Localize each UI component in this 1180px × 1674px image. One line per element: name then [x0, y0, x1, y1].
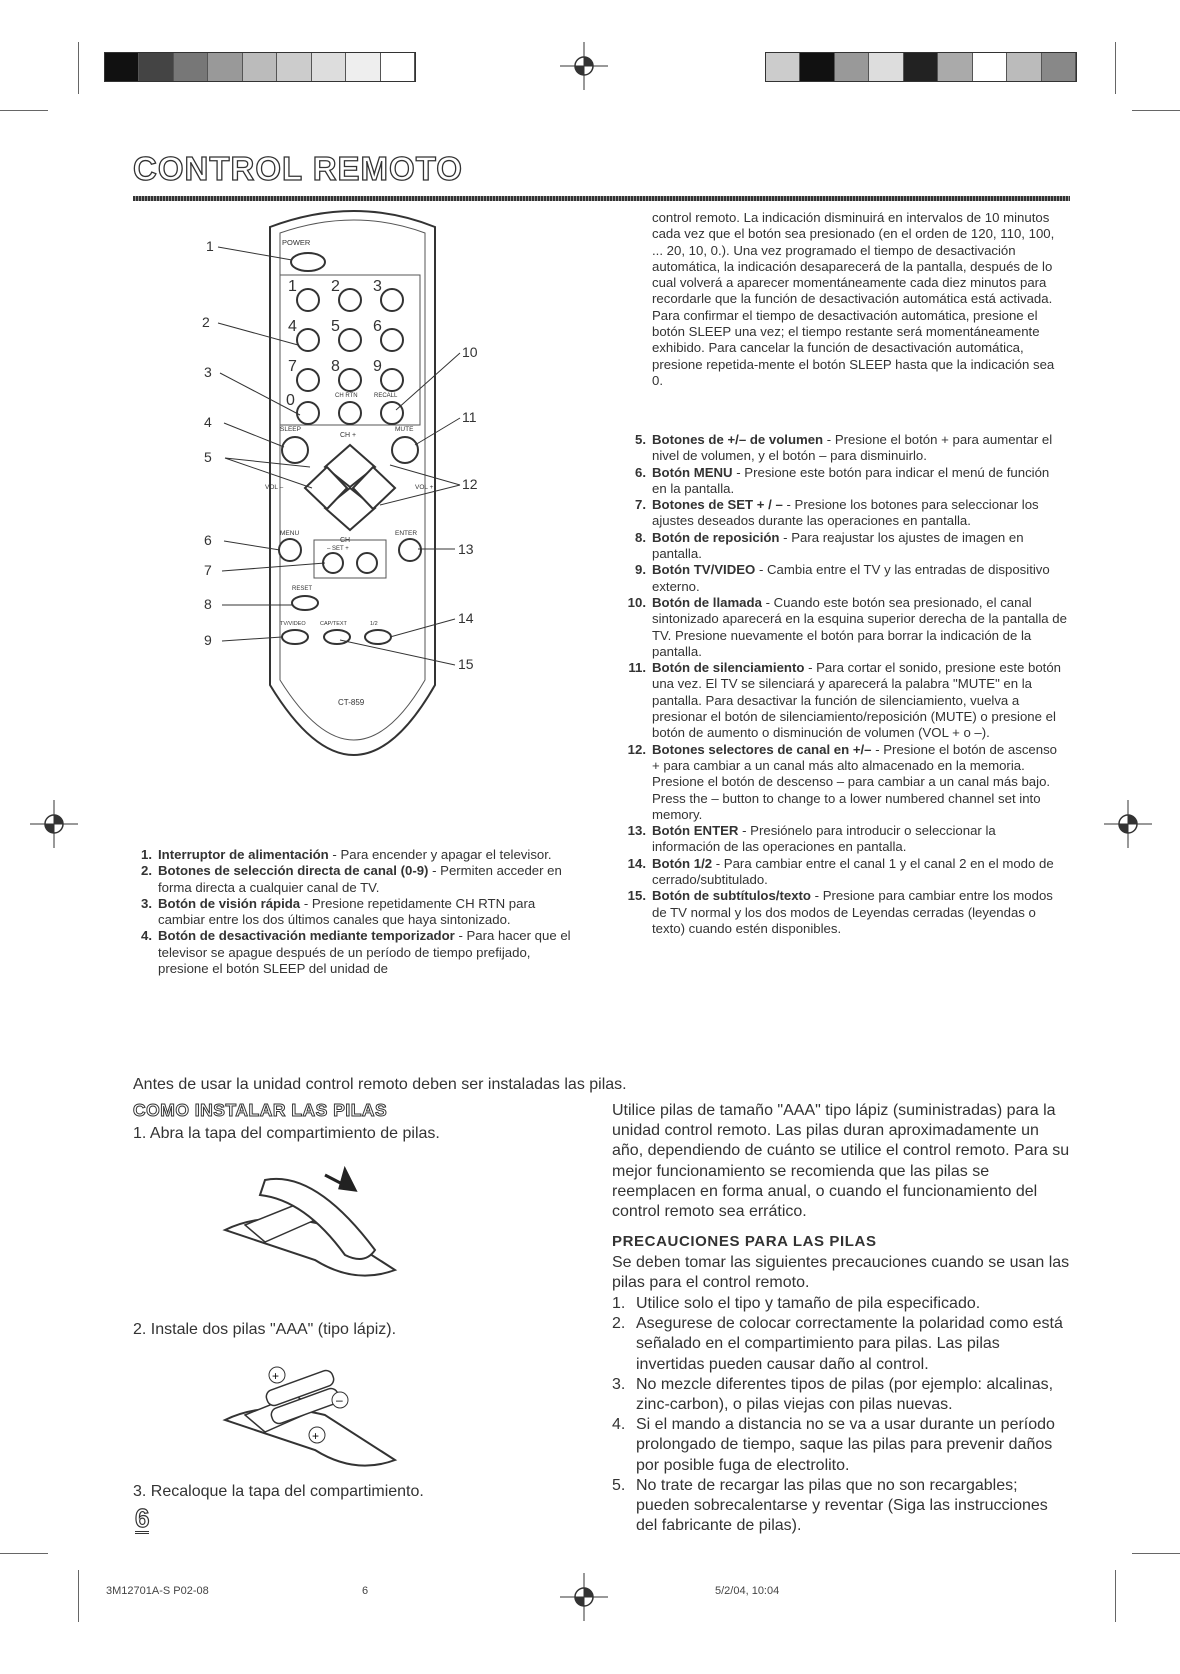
list-item: 14. Botón 1/2 - Para cambiar entre el canal 1 y el canal 2 en el modo de cerrado/subtitulado. [627, 855, 1054, 888]
precautions-intro: Se deben tomar las siguientes precauciones cuando se usan las pilas para el control remoto. [612, 1254, 1070, 1292]
digit-label: 9 [373, 358, 382, 375]
open-cover-illustration [205, 1150, 405, 1280]
callout-number: 11 [462, 409, 477, 425]
model-label: CT-859 [338, 698, 365, 707]
list-item: 1. Interruptor de alimentación - Para encender y apagar el televisor. [141, 847, 552, 862]
precautions-heading: PRECAUCIONES PARA LAS PILAS [612, 1233, 877, 1250]
ch-plus-label: CH + [340, 432, 357, 439]
menu-label: MENU [280, 530, 300, 537]
insert-batteries-illustration [205, 1340, 405, 1470]
vol-minus-label: VOL – [265, 484, 284, 491]
precautions-list [612, 1294, 1072, 1536]
list-item: 11. Botón de silenciamiento - Para cortar el sonido, presione este botón una vez. El TV se silenciará y aparecerá la palabra "MUTE" en la pantalla. Para desactivar la función de silenciamiento, vuelva a presionar el botón de silenciamiento/reposición (MUTE) o presione el botón de aumento o disminución de volumen (VOL + o –). [628, 660, 1061, 741]
list-item: 2. Asegurese de colocar correctamente la polaridad como está señalado en el compartimiento para pilas. Las pilas invertidas pueden causar daño al control. [612, 1315, 1063, 1373]
crop-mark [0, 1553, 48, 1554]
battery-step-2: 2. Instale dos pilas "AAA" (tipo lápiz). [133, 1321, 397, 1338]
battery-step-1: 1. Abra la tapa del compartimiento de pilas. [133, 1125, 440, 1142]
list-item: 3. No mezcle diferentes tipos de pilas (por ejemplo: alcalinas, zinc-carbon), o pilas viejas con pilas nuevas. [612, 1375, 1054, 1414]
digit-label: 4 [288, 318, 297, 335]
crop-mark [1132, 110, 1180, 111]
title-rule [133, 196, 1070, 201]
remote-control-illustration [200, 205, 520, 805]
ch-rtn-label: CH RTN [335, 393, 358, 399]
svg-text:+: + [312, 1429, 320, 1443]
digit-label: 2 [331, 278, 340, 295]
mute-label: MUTE [395, 426, 414, 433]
digit-label: 0 [286, 392, 295, 409]
svg-text:+: + [272, 1369, 280, 1383]
ch-minus-label: CH – [340, 537, 356, 544]
callout-number: 13 [458, 541, 474, 557]
page-title: CONTROL REMOTO [133, 150, 463, 187]
enter-label: ENTER [395, 530, 418, 537]
callout-number: 8 [204, 596, 212, 612]
callout-number: 3 [204, 364, 212, 380]
set-label: – SET + [327, 546, 349, 552]
list-item: 9. Botón TV/VIDEO - Cambia entre el TV y las entradas de dispositivo externo. [635, 562, 1050, 594]
registration-target-icon [560, 1573, 608, 1621]
vol-plus-label: VOL + [415, 484, 434, 491]
callout-number: 6 [204, 532, 212, 548]
battery-step-3: 3. Recaloque la tapa del compartimiento. [133, 1483, 424, 1500]
crop-mark [1115, 42, 1116, 94]
callout-number: 1 [206, 238, 214, 254]
list-item: 5. No trate de recargar las pilas que no son recargables; pueden sobrecalentarse y reventar (Siga las instrucciones del fabricante de pilas). [612, 1476, 1048, 1535]
sleep-label: SLEEP [280, 426, 301, 433]
battery-usage-text: Utilice pilas de tamaño "AAA" tipo lápiz (suministradas) para la unidad control remoto. Las pilas duran aproximadamente un año, dependiendo de cuánto se utilice el control remoto. Para su mejor funcionamiento se recomienda que las pilas se reemplacen en forma anual, o cuando el funcionamiento del control remoto sea errático. [612, 1102, 1070, 1221]
svg-text:–: – [336, 1393, 343, 1407]
sleep-continuation-text: control remoto. La indicación disminuirá en intervalos de 10 minutos cada vez que el botón sea presionado (en el orden de 120, 110, 100, ... 20, 10, 0.). Una vez programado el tiempo de desactivación automática, la indicación desaparecerá de la pantalla, después de lo cual volverá a aparecer momentáneamente cada diez minutos para recordarle que la función de desactivación automática está activada. Para confirmar el tiempo de desactivación automática, presione el botón SLEEP una vez; el tiempo restante será momentáneamente exhibido. Para cancelar la función de desactivación automática, presione repetida-mente el botón SLEEP hasta que la indicación sea 0. [652, 210, 1055, 388]
callout-number: 15 [458, 656, 474, 672]
callout-number: 2 [202, 314, 210, 330]
grayscale-bar-left [104, 52, 416, 82]
list-item: 4. Si el mando a distancia no se va a usar durante un período prolongado de tiempo, saque las pilas para prevenir daños por posible fuga de electrolito. [612, 1416, 1055, 1474]
button-descriptions-left [128, 847, 580, 977]
registration-target-icon [560, 42, 608, 90]
list-item: 10. Botón de llamada - Cuando este botón sea presionado, el canal sintonizado aparecerá en la esquina superior derecha de la pantalla de TV. Presione nuevamente el botón para borrar la indicación de la pantalla. [627, 594, 1067, 659]
cap-text-label: CAP/TEXT [320, 621, 347, 627]
digit-label: 1 [288, 278, 297, 295]
digit-label: 3 [373, 278, 382, 295]
registration-target-icon [30, 800, 78, 848]
callout-number: 10 [462, 344, 478, 360]
digit-label: 8 [331, 358, 340, 375]
callout-number: 12 [462, 476, 478, 492]
list-item: 12. Botones selectores de canal en +/– - Presione el botón de ascenso + para cambiar a un canal más alto almacenado en la memoria. Presione el botón de descenso – para cambiar a un canal más bajo. Press the – button to change to a lower numbered channel set into memory. [627, 741, 1058, 822]
tv-video-label: TV/VIDEO [280, 621, 306, 627]
callout-number: 5 [204, 449, 212, 465]
reset-label: RESET [292, 586, 313, 592]
list-item: 3. Botón de visión rápida - Presione repetidamente CH RTN para cambiar entre los dos últimos canales que haya sintonizado. [141, 895, 536, 928]
crop-mark [1132, 1553, 1180, 1554]
button-descriptions-right [622, 432, 1067, 937]
crop-mark [1115, 1570, 1116, 1622]
callout-number: 4 [204, 414, 212, 430]
digit-label: 5 [331, 318, 340, 335]
list-item: 2. Botones de selección directa de canal (0-9) - Permiten acceder en forma directa a cualquier canal de TV. [141, 863, 562, 895]
list-item: 7. Botones de SET + / – - Presione los botones para seleccionar los ajustes deseados durante las operaciones en pantalla. [635, 497, 1039, 529]
registration-target-icon [1104, 800, 1152, 848]
list-item: 15. Botón de subtítulos/texto - Presione para cambiar entre los modos de TV normal y los dos modos de Leyendas cerradas (leyendas o texto) cuando estén disponibles. [627, 888, 1053, 936]
footer-code: 3M12701A-S P02-08 [106, 1585, 209, 1597]
callout-number: 7 [204, 562, 212, 578]
list-item: 4. Botón de desactivación mediante temporizador - Para hacer que el televisor se apague después de un período de tiempo prefijado, presione el botón SLEEP del unidad de [141, 928, 571, 977]
battery-heading: COMO INSTALAR LAS PILAS [133, 1100, 388, 1120]
half-label: 1/2 [370, 621, 378, 627]
list-item: 13. Botón ENTER - Presiónelo para introducir o seleccionar la información de las operaciones en pantalla. [627, 823, 996, 855]
callout-number: 14 [458, 610, 474, 626]
list-item: 8. Botón de reposición - Para reajustar los ajustes de imagen en pantalla. [635, 529, 1024, 562]
battery-intro: Antes de usar la unidad control remoto deben ser instaladas las pilas. [133, 1076, 627, 1093]
recall-label: RECALL [374, 393, 398, 399]
footer-page: 6 [362, 1585, 369, 1597]
list-item: 5. Botones de +/– de volumen - Presione el botón + para aumentar el nivel de volumen, y el botón – para disminuirlo. [635, 432, 1053, 464]
digit-label: 6 [373, 318, 382, 335]
page-number: 6 [135, 1503, 150, 1533]
list-item: 1. Utilice solo el tipo y tamaño de pila especificado. [612, 1295, 981, 1312]
grayscale-bar-right [765, 52, 1077, 82]
callout-number: 9 [204, 632, 212, 648]
crop-mark [0, 110, 48, 111]
digit-label: 7 [288, 358, 297, 375]
list-item: 6. Botón MENU - Presione este botón para indicar el menú de función en la pantalla. [635, 464, 1050, 496]
power-label: POWER [282, 238, 311, 247]
crop-mark [78, 1570, 79, 1622]
footer-date: 5/2/04, 10:04 [715, 1585, 780, 1597]
crop-mark [78, 42, 79, 94]
